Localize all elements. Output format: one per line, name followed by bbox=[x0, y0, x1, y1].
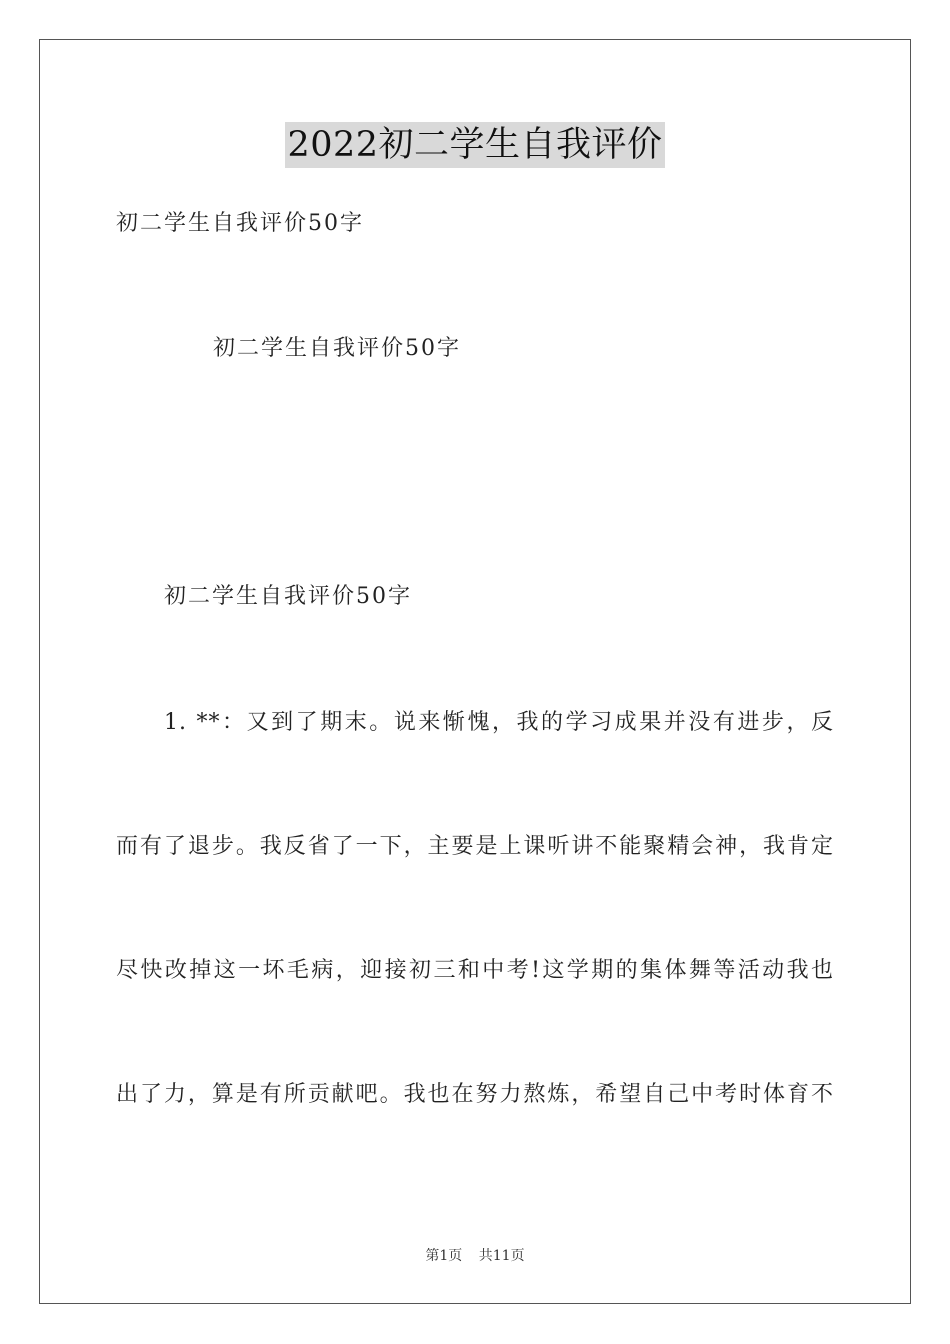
title-container bbox=[0, 122, 950, 168]
subtitle-heading: 初二学生自我评价50字 bbox=[116, 211, 364, 236]
document-title: 2022初二学生自我评价 bbox=[285, 122, 664, 168]
body-text-line: 尽快改掉这一坏毛病，迎接初三和中考!这学期的集体舞等活动我也 bbox=[116, 958, 834, 983]
page-total: 共11页 bbox=[478, 1248, 525, 1264]
subtitle-indented: 初二学生自我评价50字 bbox=[213, 336, 461, 361]
page-number: 第1页 bbox=[425, 1248, 463, 1264]
subtitle-paragraph-heading: 初二学生自我评价50字 bbox=[164, 584, 412, 609]
page-footer bbox=[0, 1246, 950, 1266]
body-text-line: 出了力，算是有所贡献吧。我也在努力熬炼，希望自己中考时体育不 bbox=[116, 1082, 834, 1107]
body-text-line: 而有了退步。我反省了一下，主要是上课听讲不能聚精会神，我肯定 bbox=[116, 834, 834, 859]
body-text-line: 1. **：又到了期末。说来惭愧，我的学习成果并没有进步，反 bbox=[164, 710, 834, 735]
